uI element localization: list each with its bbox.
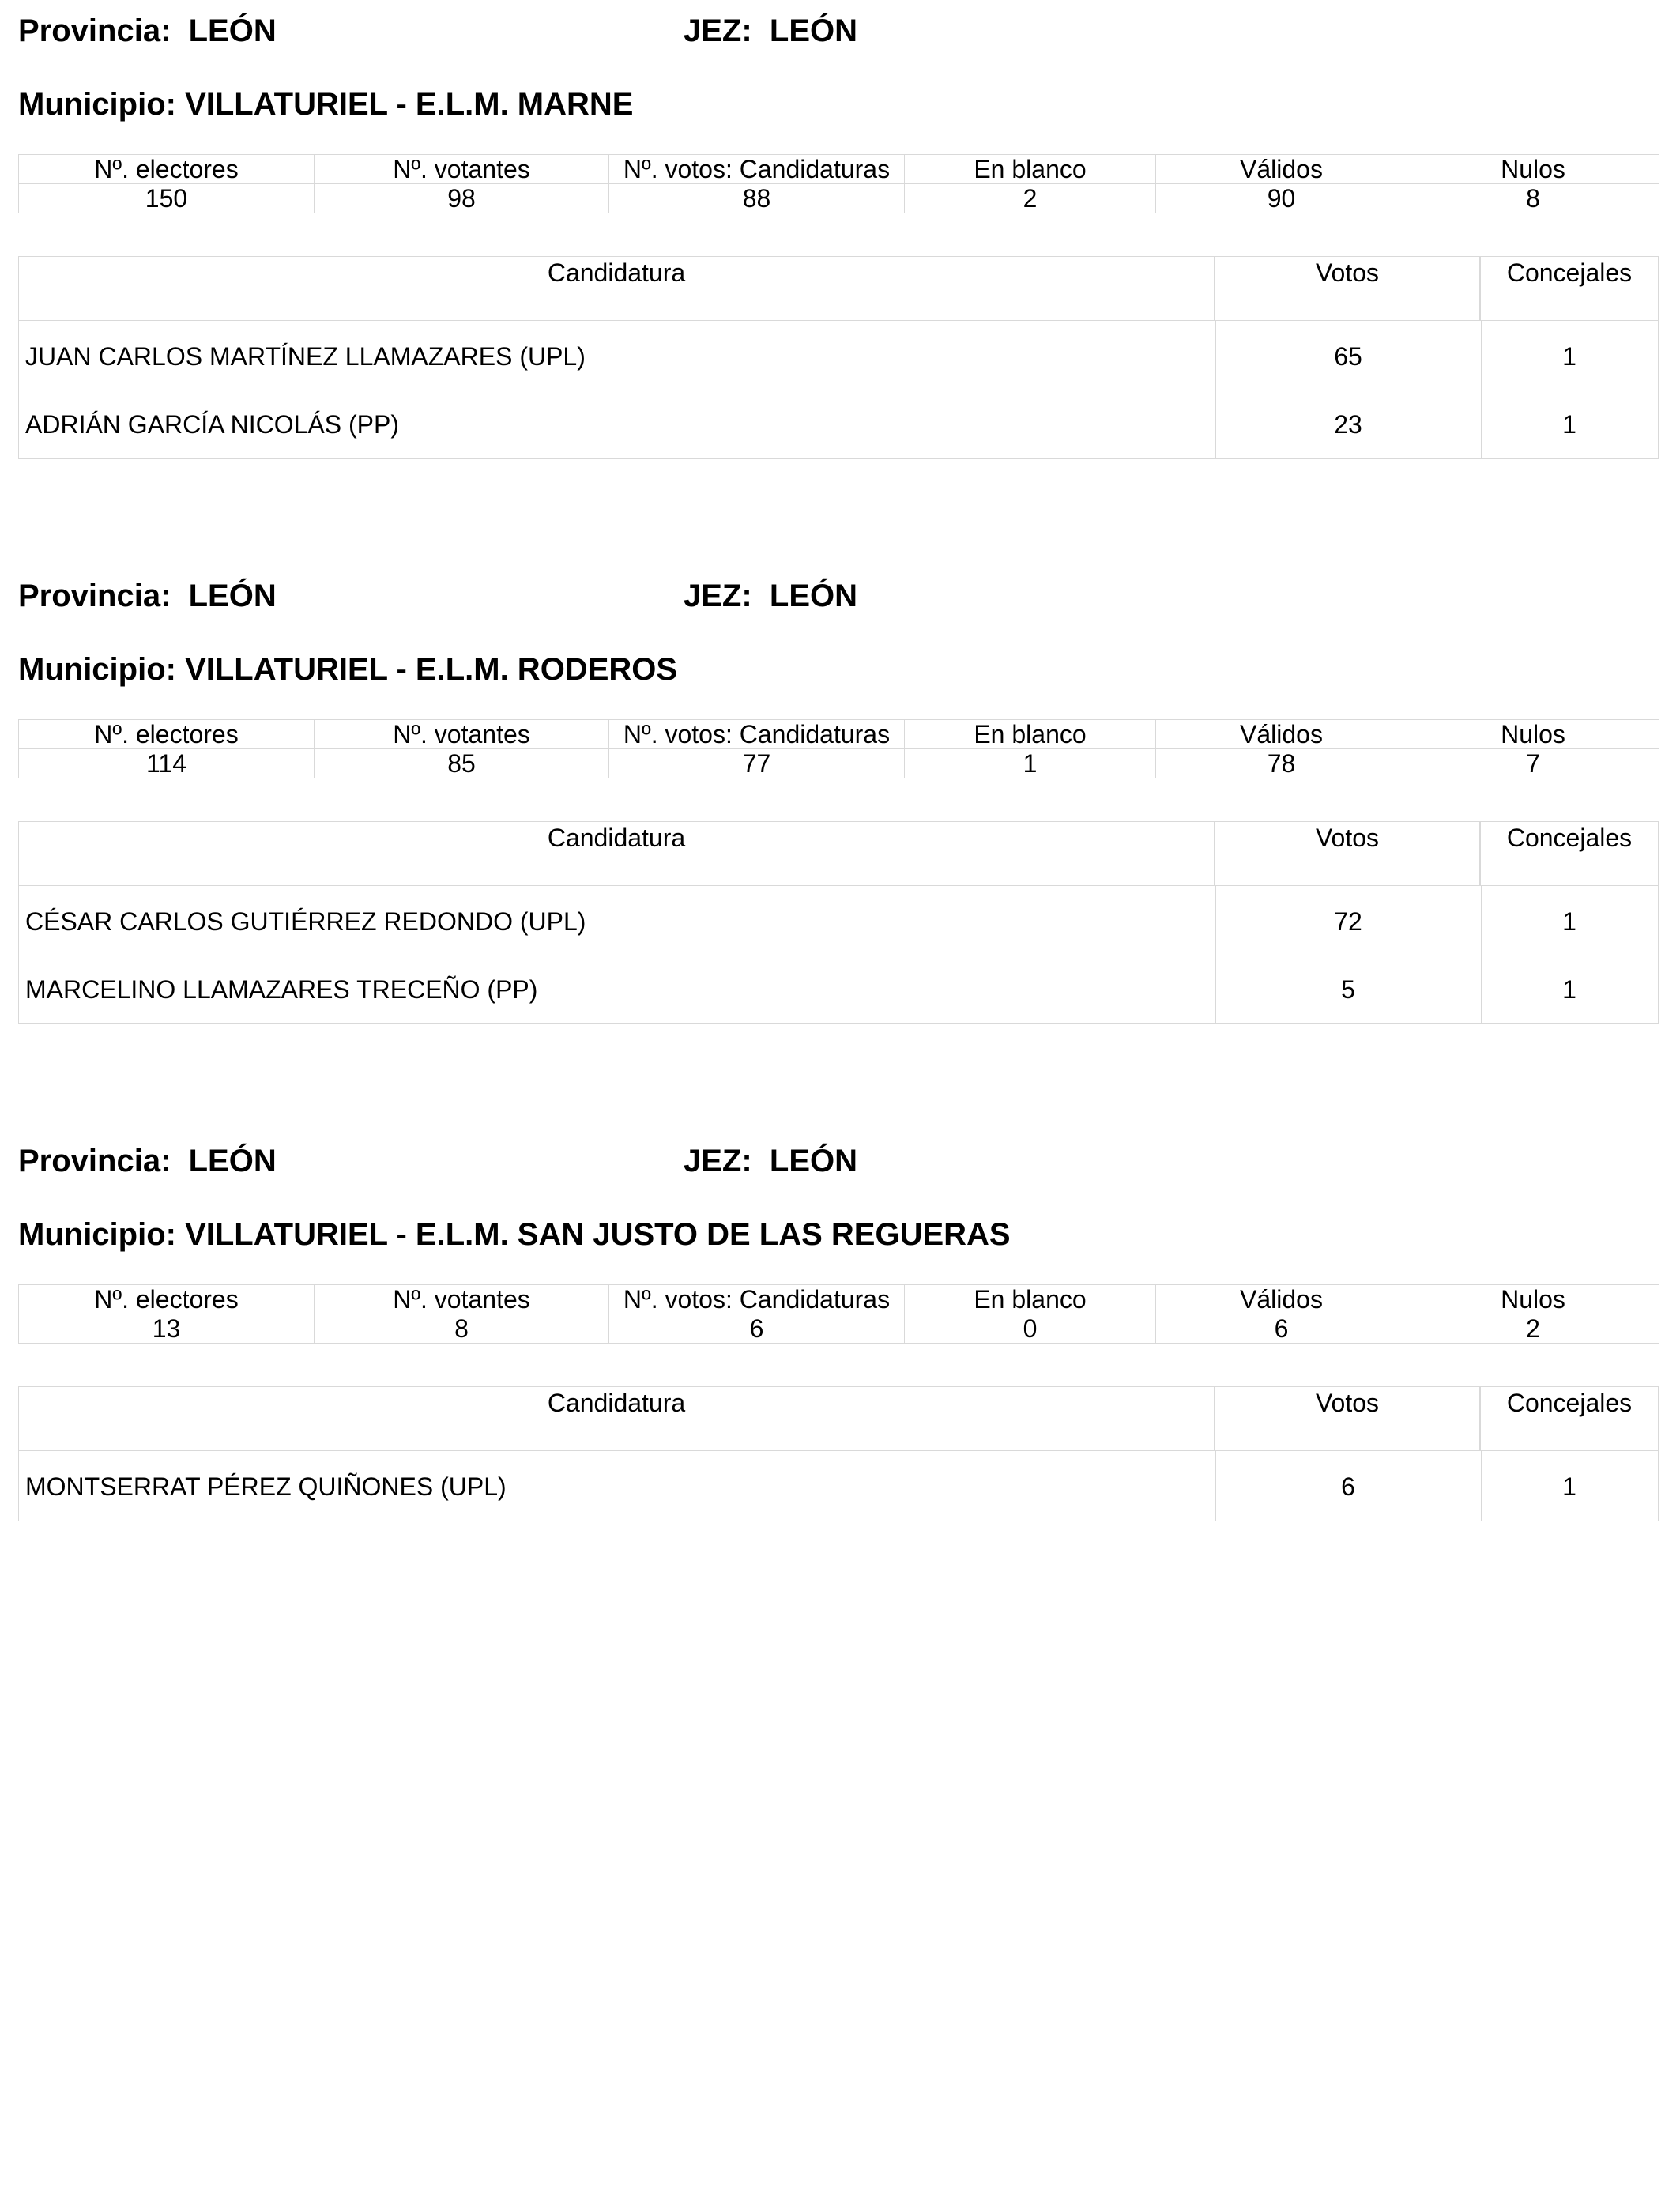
concejales-header: Concejales bbox=[1506, 258, 1633, 287]
stat-value-en-blanco: 1 bbox=[905, 749, 1156, 778]
jez-heading bbox=[684, 13, 857, 49]
municipio-value: VILLATURIEL - E.L.M. SAN JUSTO DE LAS REGUERAS bbox=[185, 1217, 1011, 1252]
stats-header-row bbox=[19, 1285, 1659, 1314]
jez-value: LEÓN bbox=[769, 1144, 858, 1178]
stat-header-validos: Válidos bbox=[1156, 1285, 1407, 1314]
stats-table bbox=[18, 1284, 1659, 1344]
candidatura-header: Candidatura bbox=[19, 257, 1215, 320]
column-divider bbox=[1215, 886, 1216, 1023]
stat-header-nulos: Nulos bbox=[1407, 720, 1659, 749]
stats-value-row bbox=[19, 1314, 1659, 1344]
provincia-heading bbox=[18, 579, 277, 614]
stat-value-validos: 6 bbox=[1156, 1314, 1407, 1344]
provincia-heading bbox=[18, 13, 277, 49]
stat-value-validos: 90 bbox=[1156, 184, 1407, 213]
provincia-value: LEÓN bbox=[188, 1144, 277, 1178]
stats-value-row bbox=[19, 749, 1659, 778]
candidates-header-row bbox=[19, 822, 1658, 886]
stat-value-votantes: 85 bbox=[315, 749, 609, 778]
stat-header-validos: Válidos bbox=[1156, 155, 1407, 184]
stat-value-nulos: 2 bbox=[1407, 1314, 1659, 1344]
stat-value-validos: 78 bbox=[1156, 749, 1407, 778]
column-divider bbox=[1215, 1451, 1216, 1521]
stat-value-nulos: 8 bbox=[1407, 184, 1659, 213]
stats-value-row bbox=[19, 184, 1659, 213]
provincia-label: Provincia: bbox=[18, 1144, 189, 1178]
stats-header-row bbox=[19, 155, 1659, 184]
stats-header-row bbox=[19, 720, 1659, 749]
municipio-heading bbox=[18, 652, 677, 688]
candidate-row bbox=[19, 322, 1658, 390]
stat-value-votos-candidaturas: 77 bbox=[609, 749, 905, 778]
stat-value-electores: 114 bbox=[19, 749, 315, 778]
candidates-header-row bbox=[19, 257, 1658, 321]
provincia-heading bbox=[18, 1144, 277, 1179]
stat-value-nulos: 7 bbox=[1407, 749, 1659, 778]
candidates-body bbox=[19, 321, 1658, 458]
candidate-concejales: 1 bbox=[1562, 341, 1576, 371]
stat-header-votos-candidaturas: Nº. votos: Candidaturas bbox=[609, 1285, 905, 1314]
candidatura-header: Candidatura bbox=[19, 1387, 1215, 1450]
stat-value-votantes: 8 bbox=[315, 1314, 609, 1344]
column-divider bbox=[1215, 321, 1216, 458]
concejales-header: Concejales bbox=[1506, 1389, 1633, 1417]
candidates-body bbox=[19, 1451, 1658, 1521]
stat-header-electores: Nº. electores bbox=[19, 1285, 315, 1314]
candidate-name: JUAN CARLOS MARTÍNEZ LLAMAZARES (UPL) bbox=[25, 341, 586, 371]
stat-header-votantes: Nº. votantes bbox=[315, 1285, 609, 1314]
candidate-concejales: 1 bbox=[1562, 1472, 1576, 1501]
votos-header: Votos bbox=[1215, 257, 1481, 320]
jez-label: JEZ: bbox=[684, 1144, 770, 1178]
stat-value-en-blanco: 0 bbox=[905, 1314, 1156, 1344]
stat-value-votos-candidaturas: 6 bbox=[609, 1314, 905, 1344]
stat-header-votantes: Nº. votantes bbox=[315, 720, 609, 749]
votos-header: Votos bbox=[1215, 822, 1481, 885]
candidates-body bbox=[19, 886, 1658, 1023]
municipio-label: Municipio: bbox=[18, 652, 186, 687]
stats-table bbox=[18, 719, 1659, 778]
jez-label: JEZ: bbox=[684, 579, 770, 613]
stat-value-votantes: 98 bbox=[315, 184, 609, 213]
candidate-votos: 6 bbox=[1341, 1472, 1355, 1501]
provincia-label: Provincia: bbox=[18, 579, 189, 613]
candidates-table bbox=[18, 256, 1659, 459]
column-divider bbox=[1481, 1451, 1482, 1521]
candidate-name: CÉSAR CARLOS GUTIÉRREZ REDONDO (UPL) bbox=[25, 907, 586, 936]
stat-header-nulos: Nulos bbox=[1407, 155, 1659, 184]
stat-header-en-blanco: En blanco bbox=[905, 1285, 1156, 1314]
municipio-heading bbox=[18, 87, 633, 123]
municipio-value: VILLATURIEL - E.L.M. RODEROS bbox=[185, 652, 678, 687]
jez-heading bbox=[684, 1144, 857, 1179]
candidates-header-row bbox=[19, 1387, 1658, 1451]
candidatura-header: Candidatura bbox=[19, 822, 1215, 885]
column-divider bbox=[1481, 886, 1482, 1023]
candidate-votos: 65 bbox=[1334, 341, 1362, 371]
jez-value: LEÓN bbox=[769, 579, 858, 613]
stat-header-nulos: Nulos bbox=[1407, 1285, 1659, 1314]
votos-header: Votos bbox=[1215, 1387, 1481, 1450]
candidate-row bbox=[19, 888, 1658, 956]
provincia-value: LEÓN bbox=[188, 13, 277, 48]
candidate-name: MARCELINO LLAMAZARES TRECEÑO (PP) bbox=[25, 974, 538, 1004]
concejales-header: Concejales bbox=[1506, 824, 1633, 852]
candidate-concejales: 1 bbox=[1562, 974, 1576, 1004]
municipio-label: Municipio: bbox=[18, 87, 186, 122]
provincia-label: Provincia: bbox=[18, 13, 189, 48]
stat-header-electores: Nº. electores bbox=[19, 155, 315, 184]
stat-header-en-blanco: En blanco bbox=[905, 155, 1156, 184]
column-divider bbox=[1481, 321, 1482, 458]
stat-header-validos: Válidos bbox=[1156, 720, 1407, 749]
candidate-row bbox=[19, 1453, 1658, 1521]
municipio-value: VILLATURIEL - E.L.M. MARNE bbox=[185, 87, 634, 122]
candidate-votos: 72 bbox=[1334, 907, 1362, 936]
candidate-name: MONTSERRAT PÉREZ QUIÑONES (UPL) bbox=[25, 1472, 507, 1501]
stat-header-votos-candidaturas: Nº. votos: Candidaturas bbox=[609, 155, 905, 184]
stats-table bbox=[18, 154, 1659, 213]
stat-value-en-blanco: 2 bbox=[905, 184, 1156, 213]
jez-label: JEZ: bbox=[684, 13, 770, 48]
provincia-value: LEÓN bbox=[188, 579, 277, 613]
candidate-concejales: 1 bbox=[1562, 907, 1576, 936]
jez-heading bbox=[684, 579, 857, 614]
candidates-table bbox=[18, 1386, 1659, 1521]
jez-value: LEÓN bbox=[769, 13, 858, 48]
stat-header-votos-candidaturas: Nº. votos: Candidaturas bbox=[609, 720, 905, 749]
candidate-concejales: 1 bbox=[1562, 409, 1576, 439]
stat-header-electores: Nº. electores bbox=[19, 720, 315, 749]
stat-header-en-blanco: En blanco bbox=[905, 720, 1156, 749]
candidate-name: ADRIÁN GARCÍA NICOLÁS (PP) bbox=[25, 409, 399, 439]
municipio-heading bbox=[18, 1217, 1011, 1253]
candidate-votos: 23 bbox=[1334, 409, 1362, 439]
candidate-votos: 5 bbox=[1341, 974, 1355, 1004]
candidate-row bbox=[19, 390, 1658, 458]
candidate-row bbox=[19, 956, 1658, 1023]
stat-header-votantes: Nº. votantes bbox=[315, 155, 609, 184]
stat-value-electores: 13 bbox=[19, 1314, 315, 1344]
municipio-label: Municipio: bbox=[18, 1217, 186, 1252]
candidates-table bbox=[18, 821, 1659, 1024]
stat-value-electores: 150 bbox=[19, 184, 315, 213]
stat-value-votos-candidaturas: 88 bbox=[609, 184, 905, 213]
